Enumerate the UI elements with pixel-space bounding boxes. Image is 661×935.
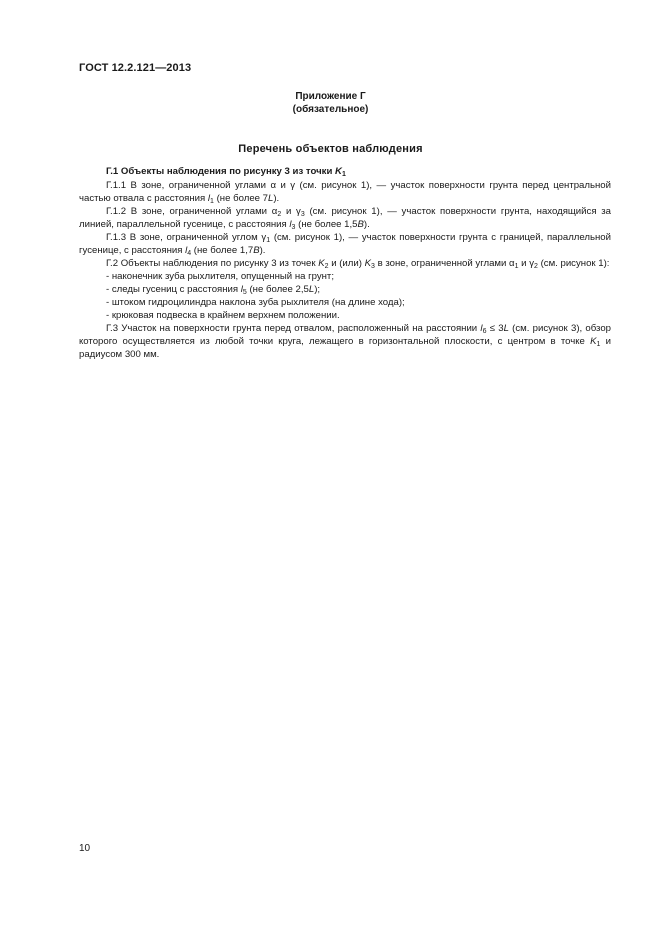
list-item-tracks: - следы гусениц с расстояния $l_5$ (не более 2,5L);	[106, 284, 321, 296]
list-item: - крюковая подвеска в крайнем верхнем положении.	[106, 310, 340, 321]
document-body	[79, 165, 611, 361]
clause-g1-2: Г.1.2 В зоне, ограниченной углами $\alpha_2$ и $\gamma_3$ (см. рисунок 1), — участок поверхности грунта, находящийся за линией, параллельной гусенице, с расстояния $l_3$ (не более 1,5B).	[79, 206, 611, 231]
section-title: Перечень объектов наблюдения	[238, 143, 423, 155]
clause-g1-heading: Г.1 Объекты наблюдения по рисунку 3 из точки $K_1$	[106, 166, 346, 178]
appendix-title: Приложение Г	[295, 91, 366, 102]
clause-g2: Г.2 Объекты наблюдения по рисунку 3 из точек $K_2$ и (или) $K_3$ в зоне, ограниченной углами $\alpha_1$ и $\gamma_2$ (см. рисунок 1):	[106, 258, 610, 270]
standard-header: ГОСТ 12.2.121—2013	[79, 62, 192, 74]
clause-g3: Г.3 Участок на поверхности грунта перед отвалом, расположенный на расстоянии $l_6 \le 3L$ (см. рисунок 3), обзор которого осуществляется из любой точки круга, лежащего в горизонтальной плоскости, с центром в точке $K_1$ и радиусом 300 мм.	[79, 323, 612, 360]
clause-g1-1: Г.1.1 В зоне, ограниченной углами α и γ (см. рисунок 1), — участок поверхности грунта перед центральной частью отвала с расстояния $l_1$ (не более 7L).	[79, 180, 611, 205]
list-item: - штоком гидроцилиндра наклона зуба рыхлителя (на длине хода);	[106, 297, 405, 308]
appendix-block	[0, 90, 661, 116]
clause-g1-3: Г.1.3 В зоне, ограниченной углом $\gamma_1$ (см. рисунок 1), — участок поверхности грунта с границей, параллельной гусенице, с расстояния $l_4$ (не более 1,7B).	[79, 232, 611, 257]
list-item: - наконечник зуба рыхлителя, опущенный на грунт;	[106, 271, 334, 282]
page-number: 10	[79, 843, 91, 854]
appendix-status: (обязательное)	[292, 104, 369, 115]
